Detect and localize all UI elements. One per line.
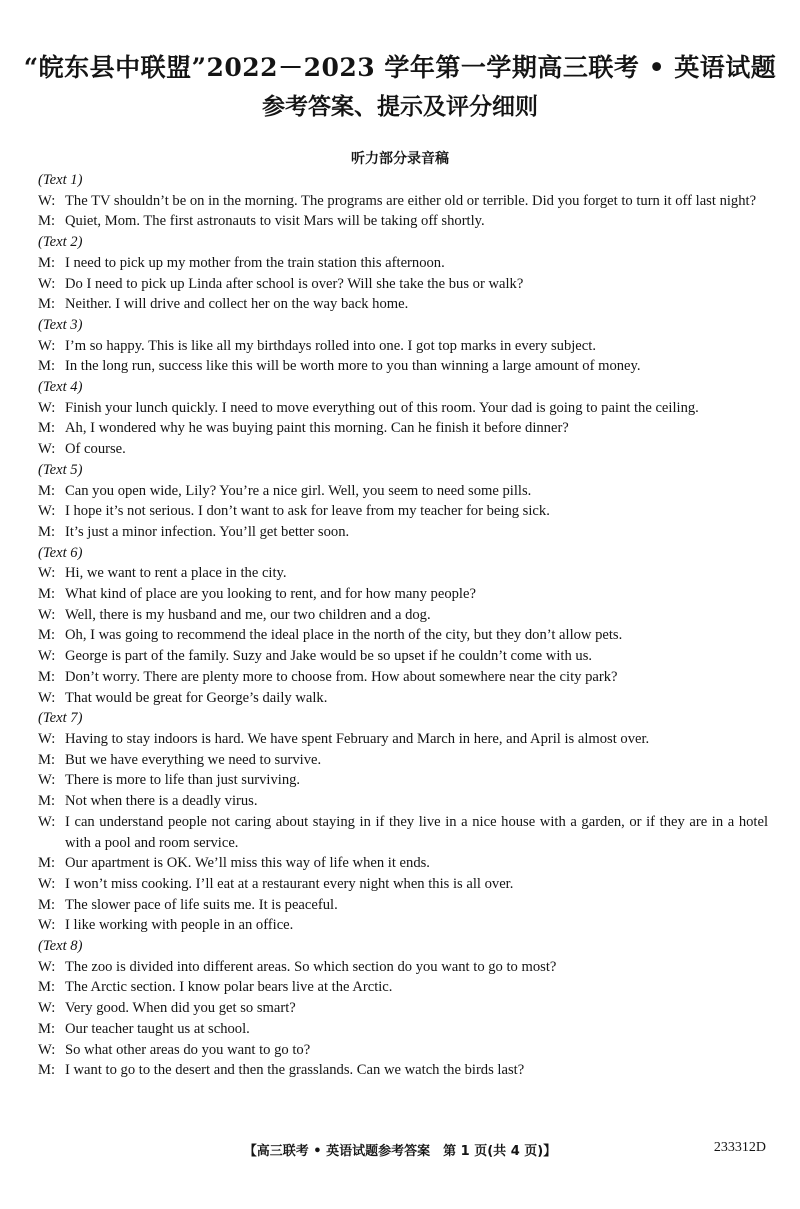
dialogue-line — [38, 253, 768, 274]
text-label: (Text 7) — [38, 710, 83, 727]
dialogue-text: There is more to life than just surviving. — [65, 772, 301, 789]
speaker-label: M: — [38, 896, 56, 913]
dialogue-text: In the long run, success like this will be worth more to you than winning a large amount of money. — [65, 358, 641, 375]
speaker-label: M: — [38, 668, 56, 685]
dialogue-line — [38, 294, 768, 315]
speaker-label: W: — [38, 399, 56, 416]
speaker-label: W: — [38, 192, 56, 209]
dialogue-text: Very good. When did you get so smart? — [65, 1000, 296, 1017]
speaker-label: M: — [38, 1062, 56, 1079]
dialogue-line — [38, 688, 768, 709]
speaker-label: W: — [38, 648, 56, 665]
dialogue-text: Not when there is a deadly virus. — [65, 793, 258, 810]
dialogue-line — [38, 191, 768, 212]
dialogue-line — [38, 563, 768, 584]
dialogue-text: Our apartment is OK. We’ll miss this way of life when it ends. — [65, 855, 430, 872]
dialogue-line — [38, 211, 768, 232]
speaker-label: M: — [38, 296, 56, 313]
dialogue-line — [38, 625, 768, 646]
speaker-label: M: — [38, 482, 56, 499]
speaker-label: W: — [38, 689, 56, 706]
dialogue-line — [38, 812, 768, 853]
footer-code: 233312D — [713, 1140, 766, 1155]
dialogue-text: What kind of place are you looking to rent, and for how many people? — [65, 586, 476, 603]
speaker-label: W: — [38, 958, 56, 975]
dialogue-line — [38, 1019, 768, 1040]
speaker-label: M: — [38, 420, 56, 437]
dialogue-line — [38, 481, 768, 502]
dialogue-text: So what other areas do you want to go to? — [65, 1041, 311, 1058]
speaker-label: W: — [38, 1000, 56, 1017]
dialogue-text: I hope it’s not serious. I don’t want to ask for leave from my teacher for being sick. — [65, 503, 550, 520]
speaker-label: M: — [38, 523, 56, 540]
dialogue-line — [38, 398, 768, 419]
dialogue-line — [38, 274, 768, 295]
dialogue-text: I like working with people in an office. — [65, 917, 294, 934]
speaker-label: W: — [38, 503, 56, 520]
speaker-label: W: — [38, 337, 56, 354]
speaker-label: M: — [38, 254, 56, 271]
dialogue-line — [38, 957, 768, 978]
dialogue-line — [38, 605, 768, 626]
dialogue-line — [38, 667, 768, 688]
dialogue-text: It’s just a minor infection. You’ll get better soon. — [65, 523, 350, 540]
dialogue-line — [38, 791, 768, 812]
dialogue-text: Don’t worry. There are plenty more to choose from. How about somewhere near the city park? — [65, 668, 618, 685]
speaker-label: M: — [38, 627, 56, 644]
dialogue-text: Quiet, Mom. The first astronauts to visit Mars will be taking off shortly. — [65, 213, 485, 230]
dialogue-line — [38, 977, 768, 998]
listening-transcript — [38, 170, 768, 1081]
dialogue-text: Our teacher taught us at school. — [65, 1020, 250, 1037]
text-label: (Text 2) — [38, 234, 83, 251]
dialogue-text: I’m so happy. This is like all my birthdays rolled into one. I got top marks in every subject. — [65, 337, 596, 354]
speaker-label: M: — [38, 586, 56, 603]
speaker-label: W: — [38, 772, 56, 789]
dialogue-line — [38, 522, 768, 543]
speaker-label: M: — [38, 793, 56, 810]
dialogue-text: Of course. — [65, 441, 126, 458]
text-label: (Text 5) — [38, 461, 83, 478]
dialogue-line — [38, 770, 768, 791]
text-label: (Text 8) — [38, 938, 83, 955]
dialogue-text: I won’t miss cooking. I’ll eat at a restaurant every night when this is all over. — [65, 875, 514, 892]
speaker-label: W: — [38, 1041, 56, 1058]
dialogue-line — [38, 998, 768, 1019]
speaker-label: W: — [38, 875, 56, 892]
dialogue-line — [38, 646, 768, 667]
dialogue-line — [38, 439, 768, 460]
dialogue-text: Can you open wide, Lily? You’re a nice girl. Well, you seem to need some pills. — [65, 482, 532, 499]
dialogue-text: I want to go to the desert and then the grasslands. Can we watch the birds last? — [65, 1062, 525, 1079]
dialogue-line — [38, 895, 768, 916]
dialogue-line — [38, 853, 768, 874]
dialogue-text: Oh, I was going to recommend the ideal place in the north of the city, but they don’t allow pets. — [65, 627, 623, 644]
speaker-label: W: — [38, 606, 56, 623]
dialogue-text: Neither. I will drive and collect her on the way back home. — [65, 296, 409, 313]
speaker-label: M: — [38, 979, 56, 996]
dialogue-line — [38, 584, 768, 605]
dialogue-text: The TV shouldn’t be on in the morning. The programs are either old or terrible. Did you forget to turn it off last night? — [65, 192, 757, 209]
dialogue-line — [38, 336, 768, 357]
speaker-label: M: — [38, 358, 56, 375]
speaker-label: M: — [38, 213, 56, 230]
text-label: (Text 1) — [38, 172, 83, 188]
dialogue-text: Hi, we want to rent a place in the city. — [65, 565, 287, 582]
speaker-label: M: — [38, 1020, 56, 1037]
dialogue-line — [38, 356, 768, 377]
dialogue-text: That would be great for George’s daily walk. — [65, 689, 328, 706]
dialogue-line — [38, 1040, 768, 1061]
speaker-label: M: — [38, 751, 56, 768]
dialogue-text: Well, there is my husband and me, our two children and a dog. — [65, 606, 431, 623]
dialogue-text: The Arctic section. I know polar bears live at the Arctic. — [65, 979, 393, 996]
footer-page-info: 【高三联考 • 英语试题参考答案 第 1 页(共 4 页)】 — [243, 1144, 557, 1159]
text-label: (Text 4) — [38, 379, 83, 396]
dialogue-text: I need to pick up my mother from the train station this afternoon. — [65, 254, 445, 271]
dialogue-text: Do I need to pick up Linda after school is over? Will she take the bus or walk? — [65, 275, 524, 292]
dialogue-line — [38, 915, 768, 936]
dialogue-text: Ah, I wondered why he was buying paint this morning. Can he finish it before dinner? — [65, 420, 569, 437]
dialogue-text: Finish your lunch quickly. I need to move everything out of this room. Your dad is going to paint the ceiling. — [65, 399, 699, 416]
speaker-label: W: — [38, 441, 56, 458]
speaker-label: W: — [38, 813, 56, 830]
dialogue-text: I can understand people not caring about staying in if they live in a nice house with a garden, or if they are in a hotel with a pool and room service. — [65, 813, 768, 851]
document-subtitle: 参考答案、提示及评分细则 — [262, 93, 538, 120]
dialogue-line — [38, 750, 768, 771]
dialogue-line — [38, 501, 768, 522]
document-title: “皖东县中联盟”2022－2023 学年第一学期高三联考 • 英语试题 — [23, 53, 777, 82]
text-label: (Text 6) — [38, 544, 83, 561]
dialogue-text: Having to stay indoors is hard. We have spent February and March in here, and April is almost over. — [65, 730, 650, 747]
speaker-label: W: — [38, 917, 56, 934]
speaker-label: W: — [38, 730, 56, 747]
dialogue-text: The slower pace of life suits me. It is peaceful. — [65, 896, 338, 913]
speaker-label: W: — [38, 275, 56, 292]
dialogue-line — [38, 1060, 768, 1081]
speaker-label: M: — [38, 855, 56, 872]
text-label: (Text 3) — [38, 316, 83, 333]
dialogue-line — [38, 729, 768, 750]
dialogue-text: The zoo is divided into different areas. So which section do you want to go to most? — [65, 958, 557, 975]
dialogue-text: But we have everything we need to survive. — [65, 751, 322, 768]
dialogue-line — [38, 418, 768, 439]
dialogue-line — [38, 874, 768, 895]
section-heading: 听力部分录音稿 — [351, 151, 449, 167]
speaker-label: W: — [38, 565, 56, 582]
dialogue-text: George is part of the family. Suzy and Jake would be so upset if he couldn’t come with us. — [65, 648, 593, 665]
